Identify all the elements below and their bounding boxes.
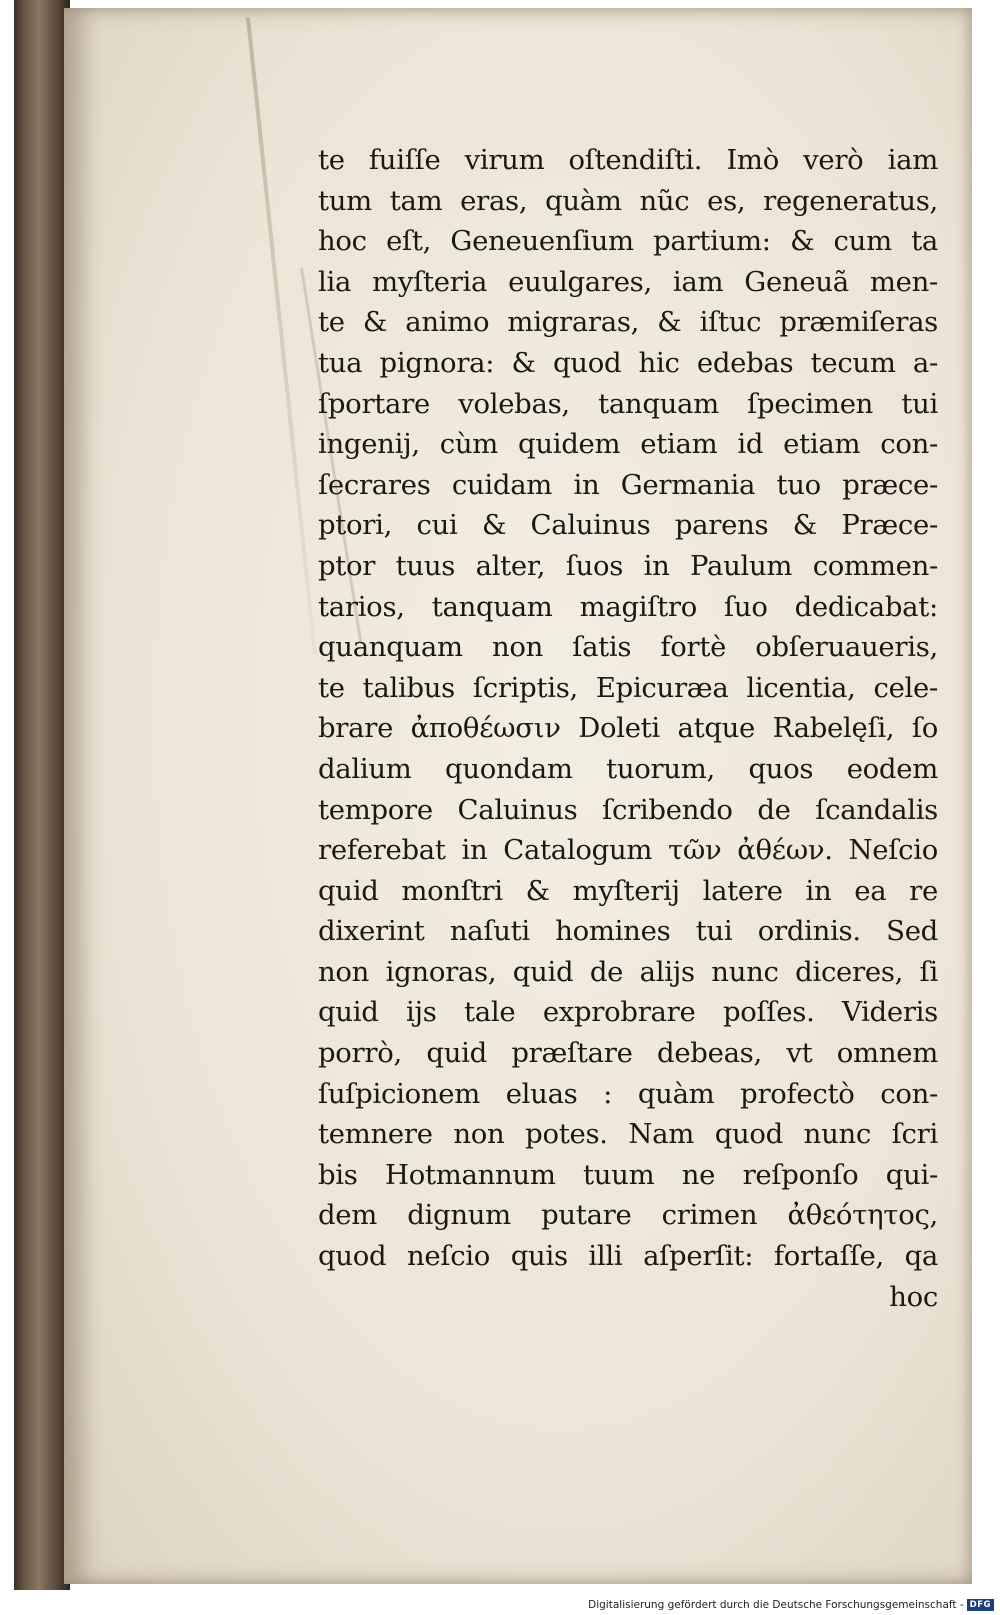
- text-line: dem dignum putare crimen ἀθεότητος,: [318, 1199, 938, 1232]
- text-line: ſecrares cuidam in Germania tuo præce-: [318, 468, 938, 501]
- text-line: quanquam non ſatis fortè obſeruaueris,: [318, 631, 938, 664]
- page-text-block: [318, 140, 938, 1317]
- text-line: non ignoras, quid de alijs nunc diceres, ſi: [318, 955, 938, 988]
- text-line: te & animo migraras, & iſtuc præmiſeras: [318, 306, 938, 339]
- dfg-logo-icon: DFG: [967, 1599, 994, 1611]
- text-line: dalium quondam tuorum, quos eodem: [318, 752, 938, 785]
- text-line: ingenij, cùm quidem etiam id etiam con-: [318, 428, 938, 461]
- text-line: ptori, cui & Caluinus parens & Præce-: [318, 509, 938, 542]
- text-line: tum tam eras, quàm nũc es, regeneratus,: [318, 184, 938, 217]
- text-line: dixerint naſuti homines tui ordinis. Sed: [318, 915, 938, 948]
- page-crease: [246, 18, 317, 655]
- text-line: tempore Caluinus ſcribendo de ſcandalis: [318, 793, 938, 826]
- catchword: hoc: [889, 1280, 938, 1313]
- text-line: ſuſpicionem eluas : quàm profectò con-: [318, 1077, 938, 1110]
- text-line: tarios, tanquam magiſtro ſuo dedicabat:: [318, 590, 938, 623]
- text-line: lia myſteria euulgares, iam Geneuã men-: [318, 265, 938, 298]
- text-line: quid monſtri & myſterij latere in ea re: [318, 874, 938, 907]
- text-line: quid ijs tale exprobrare poſſes. Videris: [318, 996, 938, 1029]
- text-line: brare ἀποθέωσιν Doleti atque Rabelęſi, ſo: [318, 712, 938, 745]
- book-spine-edge: [14, 0, 70, 1590]
- text-line: hoc eſt, Geneuenſium partium: & cum ta: [318, 225, 938, 258]
- text-line: quod neſcio quis illi aſperſit: fortaſſe, qa: [318, 1240, 938, 1273]
- text-line: bis Hotmannum tuum ne reſponſo qui-: [318, 1158, 938, 1191]
- text-line: referebat in Catalogum τῶν ἀθέων. Neſcio: [318, 834, 938, 867]
- text-line: te fuiſſe virum oſtendiſti. Imò verò iam: [318, 144, 938, 176]
- text-line: ptor tuus alter, ſuos in Paulum commen-: [318, 549, 938, 582]
- text-line: te talibus ſcriptis, Epicuræa licentia, cele-: [318, 671, 938, 704]
- text-line: ſportare volebas, tanquam ſpecimen tui: [318, 387, 938, 420]
- credit-text: Digitalisierung gefördert durch die Deutsche Forschungsgemeinschaft -: [588, 1599, 964, 1611]
- text-line: porrò, quid præſtare debeas, vt omnem: [318, 1037, 938, 1070]
- text-line: temnere non potes. Nam quod nunc ſcri: [318, 1118, 938, 1151]
- scan-margin: [972, 0, 1000, 1590]
- digitization-credit: [588, 1599, 994, 1611]
- text-line: tua pignora: & quod hic edebas tecum a-: [318, 346, 938, 379]
